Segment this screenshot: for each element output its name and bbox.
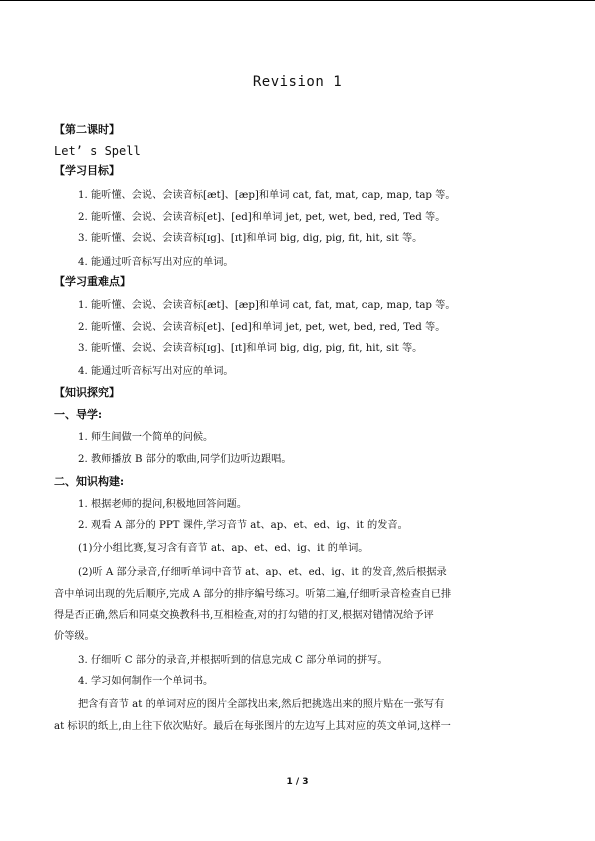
page-number: 1 / 3 xyxy=(286,777,309,787)
keypoint-item: 1. 能听懂、会说、会读音标[æt]、[æp]和单词 cat, fat, mat, cap, map, tap 等。 xyxy=(78,300,456,311)
keypoints-heading: 【学习重难点】 xyxy=(54,275,131,288)
part2-item: 2. 观看 A 部分的 PPT 课件,学习音节 at、ap、et、ed、ig、it 的发音。 xyxy=(78,520,408,531)
part1-item: 2. 教师播放 B 部分的歌曲,同学们边听边跟唱。 xyxy=(78,454,292,465)
part1-heading: 一、导学: xyxy=(54,408,103,421)
part2-paragraph-line: 音中单词出现的先后顺序,完成 A 部分的排序编号练习。听第二遍,仔细听录音检查自已排 xyxy=(54,589,452,600)
keypoint-item: 3. 能听懂、会说、会读音标[ɪg]、[ɪt]和单词 big, dig, pig, fit, hit, sit 等。 xyxy=(78,343,423,354)
goal-item: 4. 能通过听音标写出对应的单词。 xyxy=(78,257,234,268)
document-title: Revision 1 xyxy=(252,74,343,90)
keypoint-item: 4. 能通过听音标写出对应的单词。 xyxy=(78,366,234,377)
top-rule xyxy=(0,0,595,1)
goal-item: 3. 能听懂、会说、会读音标[ɪg]、[ɪt]和单词 big, dig, pig, fit, hit, sit 等。 xyxy=(78,233,423,244)
part2-paragraph-line: 得是否正确,然后和同桌交换教科书,互相检查,对的打勾错的打叉,根据对错情况给予评 xyxy=(54,610,434,621)
part2-paragraph-line: (2)听 A 部分录音,仔细听单词中音节 at、ap、et、ed、ig、it 的发音,然后根据录 xyxy=(78,567,447,578)
part2-paragraph-line: 把含有音节 at 的单词对应的图片全部找出来,然后把挑选出来的照片贴在一张写有 xyxy=(78,699,445,710)
lesson-heading: 【第二课时】 xyxy=(54,123,120,136)
part2-paragraph-line: 价等级。 xyxy=(54,631,95,642)
goal-item: 1. 能听懂、会说、会读音标[æt]、[æp]和单词 cat, fat, mat, cap, map, tap 等。 xyxy=(78,190,456,201)
keypoint-item: 2. 能听懂、会说、会读音标[et]、[ed]和单词 jet, pet, wet, bed, red, Ted 等。 xyxy=(78,322,446,333)
part2-paragraph-line: at 标识的纸上,由上往下依次贴好。最后在每张图片的左边写上其对应的英文单词,这样一 xyxy=(54,721,451,732)
part2-item: 3. 仔细听 C 部分的录音,并根据听到的信息完成 C 部分单词的拼写。 xyxy=(78,655,388,666)
part2-item: 4. 学习如何制作一个单词书。 xyxy=(78,676,214,687)
part2-item: 1. 根据老师的提问,积极地回答问题。 xyxy=(78,499,248,510)
lesson-subtitle: Let’ s Spell xyxy=(54,144,141,158)
goal-item: 2. 能听懂、会说、会读音标[et]、[ed]和单词 jet, pet, wet, bed, red, Ted 等。 xyxy=(78,212,446,223)
explore-heading: 【知识探究】 xyxy=(54,386,120,399)
part2-subitem: (1)分小组比赛,复习含有音节 at、ap、et、ed、ig、it 的单词。 xyxy=(78,543,369,554)
goals-heading: 【学习目标】 xyxy=(54,164,120,177)
part1-item: 1. 师生间做一个简单的问候。 xyxy=(78,432,214,443)
part2-heading: 二、知识构建: xyxy=(54,475,125,488)
